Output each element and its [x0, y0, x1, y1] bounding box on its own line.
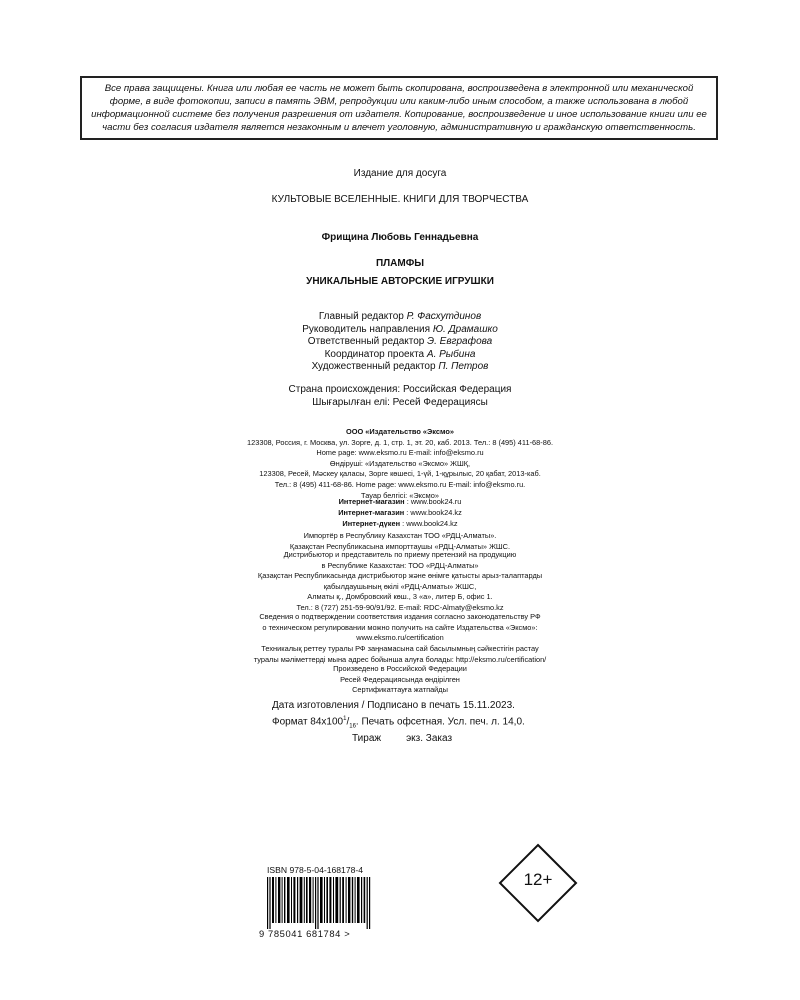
credit-role: Ответственный редактор [307, 336, 425, 348]
print-run: Тираж экз. Заказ [352, 732, 453, 744]
print-format: Формат $84х100^1/_{16}$. Печать офсетная. Усл. печ. л. 14,0. [272, 715, 525, 730]
certification-line: Сведения о подтверждении соответствия издания согласно законодательству РФ [259, 612, 541, 621]
origin-ru: Страна происхождения: Российская Федерация [288, 384, 512, 395]
certification-kz-block [0, 644, 800, 665]
author-name: Фрищина Любовь Геннадьевна [321, 232, 479, 243]
publisher-kz-contacts: Тел.: 8 (495) 411-68-86. Home page: www.eksmo.ru E-mail: info@eksmo.ru. [274, 479, 526, 489]
shop-label: Интернет-магазин [338, 508, 405, 517]
credit-role: Художественный редактор [311, 361, 436, 373]
credit-name: Р. Фасхутдинов [406, 311, 482, 322]
age-rating-label: 12+ [523, 870, 553, 889]
shop-line [0, 518, 800, 529]
trademark: Тауар белгісі: «Эксмо» [361, 490, 439, 500]
isbn-barcode [259, 865, 379, 943]
isbn-number: ISBN 978-5-04-168178-4 [267, 865, 364, 875]
produced-line: Произведено в Российской Федерации [333, 664, 467, 673]
copyright-notice-text: Все права защищены. Книга или любая ее часть не может быть скопирована, воспроизведена в электронной или механической форме, в виде фотокопии, записи в память ЭВМ, репродукции или каким-либо иным способом, а также использована в любой информационной системе без получения разрешения от издателя. Копирование, воспроизведение и иное использование книги или ее части без согласия издателя является незаконным и влечет уголовную, административную и гражданскую ответственность. [91, 83, 707, 133]
distributor-line: Қазақстан Республикасында дистрибьютор және өнімге қатысты арыз-талаптарды [257, 571, 543, 581]
produced-block [0, 664, 800, 685]
credit-name: Э. Евграфова [427, 336, 493, 348]
origin-kz: Шығарылған елі: Ресей Федерациясы [312, 396, 488, 408]
credit-line [0, 311, 800, 324]
book-subtitle: УНИКАЛЬНЫЕ АВТОРСКИЕ ИГРУШКИ [306, 276, 494, 287]
print-info [272, 700, 525, 746]
produced-line: Ресей Федерациясында өндірілген [340, 674, 460, 684]
format-rest: . Печать офсетная. Усл. печ. л. 14,0. [355, 716, 525, 728]
format-sub: 16 [349, 723, 356, 730]
publisher-name: ООО «Издательство «Эксмо» [346, 427, 454, 436]
copyright-notice-box [80, 76, 718, 140]
certification-link[interactable]: www.eksmo.ru/certification [356, 633, 444, 643]
barcode-icon [263, 877, 379, 929]
shop-line [0, 496, 800, 507]
credit-role: Руководитель направления [302, 323, 431, 335]
publisher-web: Home page: www.eksmo.ru E-mail: info@eksmo.ru [316, 448, 484, 458]
barcode-digits: 9 785041 681784 > [259, 928, 351, 939]
series-name: КУЛЬТОВЫЕ ВСЕЛЕННЫЕ. КНИГИ ДЛЯ ТВОРЧЕСТВА [271, 194, 529, 205]
origin-block [0, 384, 800, 409]
cert-note [0, 685, 800, 696]
publisher-kz-name: Өндіруші: «Издательство «Эксмо» ЖШҚ, [329, 458, 471, 468]
age-rating-badge [498, 843, 578, 923]
shop-line [0, 507, 800, 518]
publisher-kz-address: 123308, Ресей, Мәскеу қаласы, Зорге көшесі, 1-үй, 1-құрылыс, 20 қабат, 2013-каб. [259, 469, 541, 479]
importer-line: Импортёр в Республику Казахстан ТОО «РДЦ-Алматы». [303, 531, 497, 540]
credit-line [0, 361, 800, 374]
shop-label: Интернет-магазин [338, 497, 405, 506]
certification-kz-line: туралы мәліметтерді мына адрес бойынша алуға болады: http://eksmo.ru/certification/ [253, 654, 547, 664]
distributor-line: Дистрибьютор и представитель по приему претензий на продукцию [283, 550, 517, 559]
certification-line: о техническом регулировании можно получить на сайте Издательства «Эксмо»: [262, 622, 538, 632]
distributor-line: қабылдаушының өкілі «РДЦ-Алматы» ЖШС, [323, 581, 477, 591]
credits-list [0, 311, 800, 374]
credit-line [0, 336, 800, 349]
distributor-block [0, 550, 800, 614]
credit-line [0, 349, 800, 362]
publisher-block [0, 427, 800, 501]
credit-role: Координатор проекта [324, 348, 425, 360]
distributor-line: в Республике Казахстан: ТОО «РДЦ-Алматы» [321, 560, 479, 570]
importer-block [0, 531, 800, 552]
format-sup: 1 [343, 715, 347, 722]
shop-link[interactable]: : www.book24.kz [400, 519, 458, 528]
distributor-line: Тел.: 8 (727) 251-59-90/91/92. E-mail: RDC-Almaty@eksmo.kz [296, 602, 504, 612]
shops-block [0, 496, 800, 529]
format-main: Формат 84х100 [272, 716, 344, 728]
credit-name: П. Петров [438, 361, 489, 373]
credit-role: Главный редактор [318, 311, 404, 322]
certification-kz-line: Техникалық реттеу туралы РФ заңнамасына сай басылымның сәйкестігін растау [261, 644, 539, 653]
shop-link[interactable]: : www.book24.ru [404, 497, 462, 506]
distributor-line: Алматы қ., Домбровский көш., 3 «а», литер Б, офис 1. [307, 592, 493, 602]
print-date: Дата изготовления / Подписано в печать 15.11.2023. [272, 700, 515, 711]
shop-link[interactable]: : www.book24.kz [404, 508, 462, 517]
shop-label: Интернет-дүкен [342, 519, 401, 528]
cert-note-text: Сертификаттауға жатпайды [352, 685, 448, 694]
publisher-address: 123308, Россия, г. Москва, ул. Зорге, д. 1, стр. 1, эт. 20, каб. 2013. Тел.: 8 (495) 411-68-86. [247, 437, 553, 447]
certification-block [0, 612, 800, 644]
credit-line [0, 324, 800, 337]
credit-name: Ю. Драмашко [432, 323, 498, 335]
credit-name: А. Рыбина [426, 348, 476, 360]
book-title: ПЛАМФЫ [375, 258, 425, 269]
edition-type: Издание для досуга [353, 168, 447, 179]
importer-line: Қазақстан Республикасына импорттаушы «РДЦ-Алматы» ЖШС. [289, 541, 511, 551]
